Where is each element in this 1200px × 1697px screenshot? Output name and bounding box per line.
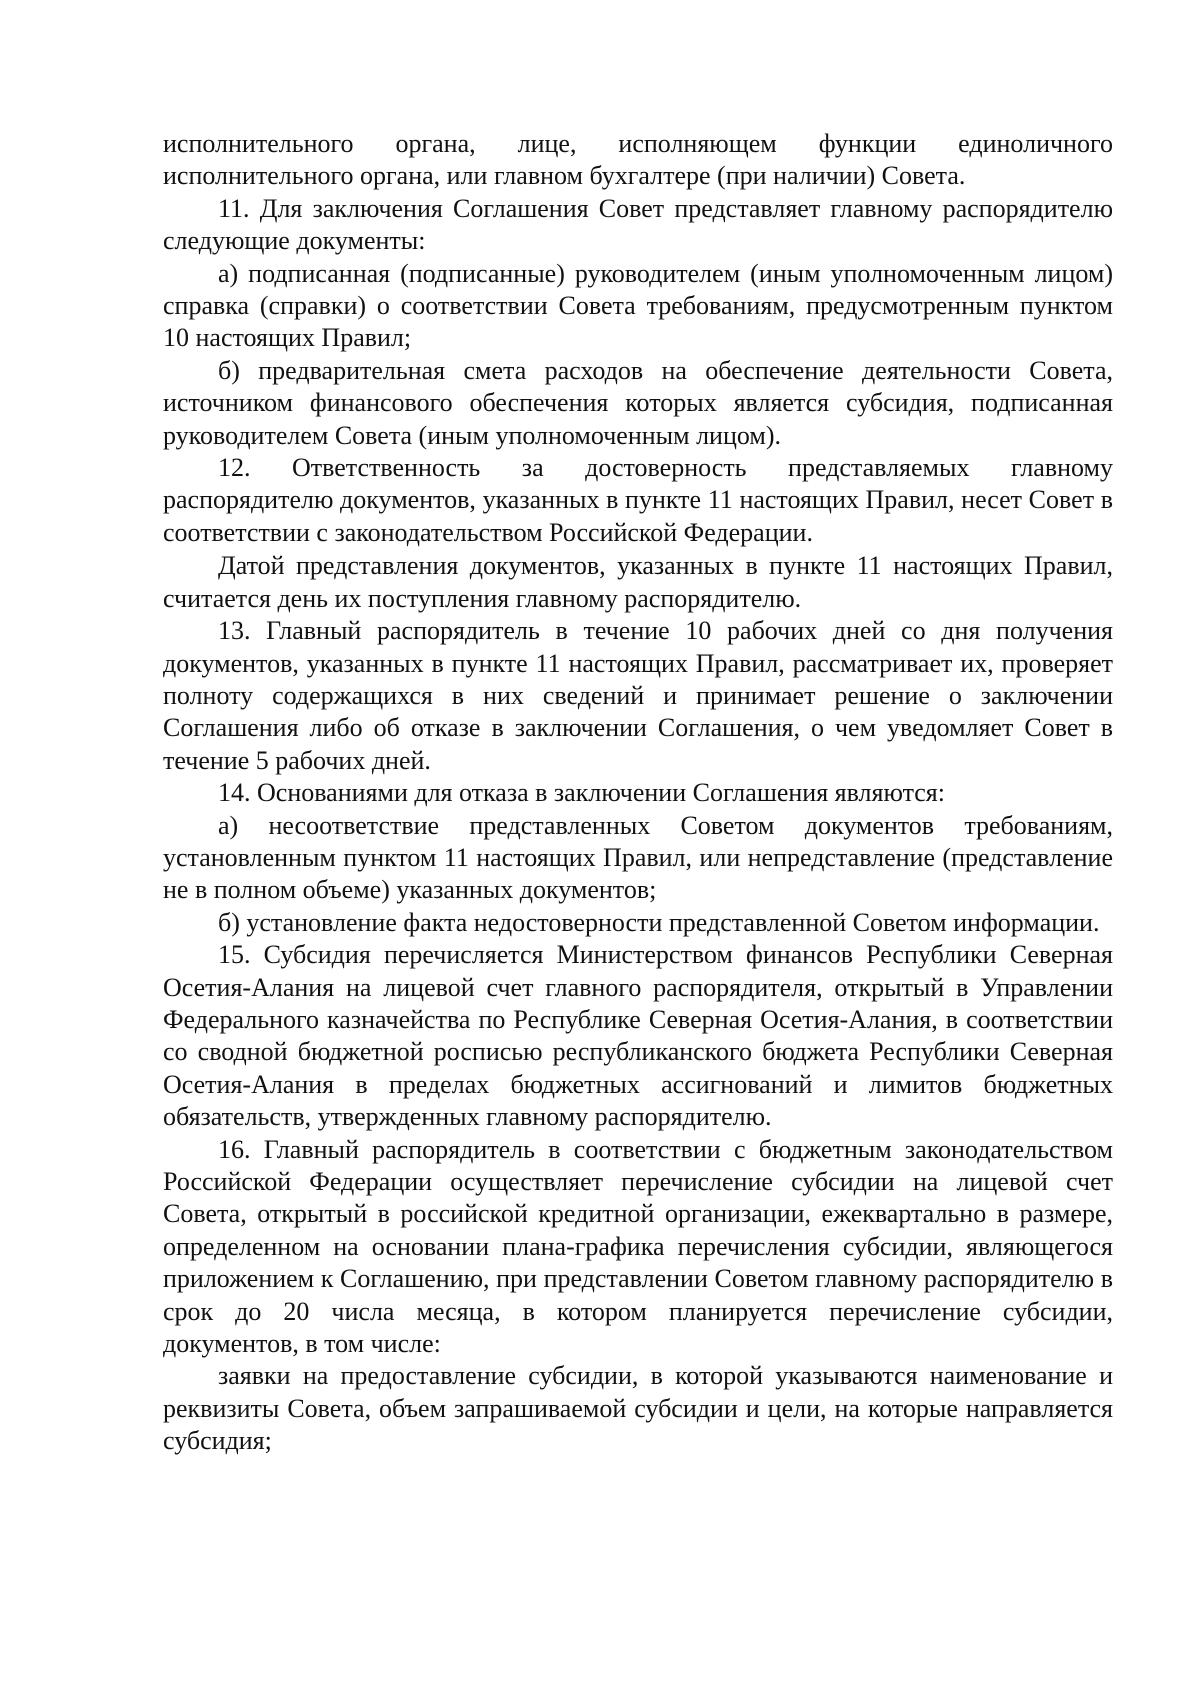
paragraph-clause-13: 13. Главный распорядитель в течение 10 рабочих дней со дня получения документов, указанных в пункте 11 настоящих Правил, рассматривает их, проверяет полноту содержащихся в них сведений и принимает решение о заключении Соглашения либо об отказе в заключении Соглашения, о чем уведомляет Совет в течение 5 рабочих дней. (163, 616, 1113, 775)
paragraph-clause-11: 11. Для заключения Соглашения Совет представляет главному распорядителю следующие документы: (163, 193, 1113, 256)
document-body (163, 128, 1113, 1458)
paragraph-continuation: исполнительного органа, лице, исполняющем функции единоличного исполнительного органа, или главном бухгалтере (при наличии) Совета. (163, 129, 1113, 191)
paragraph-clause-12: 12. Ответственность за достоверность представляемых главному распорядителю документов, указанных в пункте 11 настоящих Правил, несет Совет в соответствии с законодательством Российской Федерации. (163, 453, 1113, 547)
paragraph-clause-11-a: а) подписанная (подписанные) руководителем (иным уполномоченным лицом) справка (справки) о соответствии Совета требованиям, предусмотренным пунктом 10 настоящих Правил; (163, 258, 1113, 353)
paragraph-clause-15: 15. Субсидия перечисляется Министерством финансов Республики Северная Осетия-Алания на лицевой счет главного распорядителя, открытый в Управлении Федерального казначейства по Республике Северная Осетия-Алания, в соответствии со сводной бюджетной росписью республиканского бюджета Республики Северная Осетия-Алания в пределах бюджетных ассигнований и лимитов бюджетных обязательств, утвержденных главному распорядителю. (163, 940, 1113, 1132)
paragraph-clause-14: 14. Основаниями для отказа в заключении Соглашения являются: (218, 778, 945, 808)
paragraph-clause-14-b: б) установление факта недостоверности представленной Советом информации. (218, 907, 1100, 937)
paragraph-clause-11-b: б) предварительная смета расходов на обеспечение деятельности Совета, источником финансового обеспечения которых является субсидия, подписанная руководителем Совета (иным уполномоченным лицом). (163, 355, 1113, 450)
paragraph-clause-16-request: заявки на предоставление субсидии, в которой указываются наименование и реквизиты Совета, объем запрашиваемой субсидии и цели, на которые направляется субсидия; (163, 1361, 1113, 1456)
paragraph-clause-12-date: Датой представления документов, указанных в пункте 11 настоящих Правил, считается день их поступления главному распорядителю. (163, 551, 1113, 613)
paragraph-clause-14-a: а) несоответствие представленных Советом документов требованиям, установленным пунктом 11 настоящих Правил, или непредставление (представление не в полном объеме) указанных документов; (163, 810, 1113, 905)
paragraph-clause-16: 16. Главный распорядитель в соответствии с бюджетным законодательством Российской Федерации осуществляет перечисление субсидии на лицевой счет Совета, открытый в российской кредитной организации, ежеквартально в размере, определенном на основании плана-графика перечисления субсидии, являющегося приложением к Соглашению, при представлении Советом главному распорядителю в срок до 20 числа месяца, в котором планируется перечисление субсидии, документов, в том числе: (163, 1134, 1113, 1359)
